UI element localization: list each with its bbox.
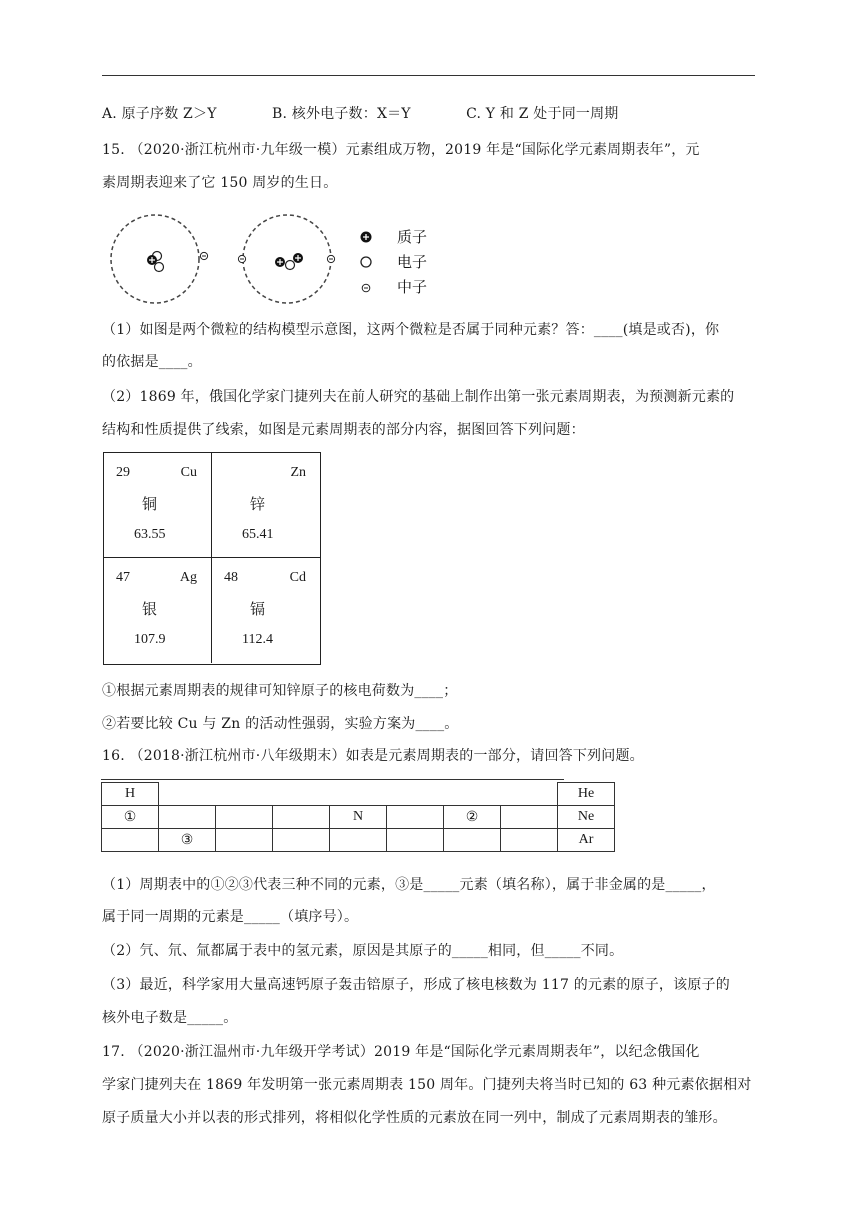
cell-ne: Ne: [558, 806, 615, 829]
cell-he: He: [558, 783, 615, 806]
neutron-particle: [155, 263, 164, 272]
q17-line1: 17. （2020·浙江温州市·九年级开学考试）2019 年是“国际化学元素周期表年”，以纪念俄国化: [102, 1044, 700, 1060]
q15-sub2-line1: （2）1869 年，俄国化学家门捷列夫在前人研究的基础上制作出第一张元素周期表，为预测新元素的: [102, 389, 735, 405]
q15-sub2-line2: 结构和性质提供了线索，如图是元素周期表的部分内容，据图回答下列问题：: [102, 422, 585, 438]
element-name: 银: [142, 600, 158, 618]
element-cell-cd: [212, 558, 320, 663]
element-symbol: Ag: [179, 570, 197, 585]
element-name: 镉: [250, 600, 266, 618]
element-name: 锌: [250, 495, 266, 513]
atomic-mass: 63.55: [134, 527, 166, 542]
header-rule: [102, 75, 755, 76]
q16-sub1-line2: 属于同一周期的元素是_____（填序号）。: [102, 909, 359, 925]
q15-question-a: ①根据元素周期表的规律可知锌原子的核电荷数为____；: [102, 683, 458, 699]
option-c: C. Y 和 Z 处于同一周期: [466, 106, 619, 122]
q16-sub1-line1: （1）周期表中的①②③代表三种不同的元素，③是_____元素（填名称），属于非金属的是_____，: [102, 877, 716, 893]
atomic-mass: 107.9: [134, 632, 166, 647]
legend: [361, 228, 428, 296]
atomic-number: 29: [116, 465, 130, 480]
element-symbol: Cd: [289, 570, 306, 585]
cell-marker-3: ③: [159, 829, 216, 852]
atom-model-1: [111, 215, 208, 303]
element-cell-zn: [212, 453, 320, 558]
table-row: [102, 806, 615, 829]
q17-line3: 原子质量大小并以表的形式排列，将相似化学性质的元素放在同一列中，制成了元素周期表的雏形。: [102, 1110, 727, 1126]
q16-sub3-line1: （3）最近，科学家用大量高速钙原子轰击锫原子，形成了核电核数为 117 的元素的原子，该原子的: [102, 977, 730, 993]
legend-proton-label: 质子: [397, 228, 428, 246]
atom-model-2: [238, 215, 334, 303]
q17-line2: 学家门捷列夫在 1869 年发明第一张元素周期表 150 周年。门捷列夫将当时已知的 63 种元素依据相对: [102, 1077, 752, 1093]
option-b: B. 核外电子数：X＝Y: [271, 106, 411, 122]
atomic-mass: 112.4: [242, 632, 273, 647]
electron-orbit: [243, 215, 331, 303]
q15-question-b: ②若要比较 Cu 与 Zn 的活动性强弱，实验方案为____。: [102, 716, 459, 732]
cell-n: N: [330, 806, 387, 829]
atomic-number: 48: [224, 570, 238, 585]
element-cell-cu: [104, 453, 212, 558]
element-name: 铜: [142, 495, 158, 513]
q15-stem-line2: 素周期表迎来了它 150 周岁的生日。: [102, 175, 338, 191]
q16-sub2: （2）氕、氘、氚都属于表中的氢元素，原因是其原子的_____相同，但_____不同。: [102, 943, 624, 959]
element-cell-ag: [104, 558, 212, 663]
cell-h: H: [102, 783, 159, 806]
periodic-table-excerpt: [103, 452, 321, 665]
atomic-mass: 65.41: [242, 527, 274, 542]
q15-sub1-line2: 的依据是____。: [102, 354, 202, 370]
q16-sub3-line2: 核外电子数是_____。: [102, 1010, 238, 1026]
legend-electron-label: 电子: [397, 253, 428, 271]
q16-periodic-table: [101, 782, 615, 852]
atom-model-figure: [105, 210, 445, 310]
cell-blank: [159, 783, 558, 806]
option-a: A. 原子序数 Z＞Y: [102, 106, 217, 122]
q16-stem: 16. （2018·浙江杭州市·八年级期末）如表是元素周期表的一部分，请回答下列问题。: [102, 748, 644, 764]
table-row: [102, 783, 615, 806]
options-row: [102, 104, 619, 124]
element-symbol: Zn: [290, 465, 306, 480]
cell-ar: Ar: [558, 829, 615, 852]
q15-sub1-line1: （1）如图是两个微粒的结构模型示意图，这两个微粒是否属于同种元素？答：____(填是或否)，你: [102, 322, 720, 338]
neutron-particle: [286, 261, 295, 270]
legend-neutron-label: 中子: [397, 278, 428, 296]
cell-marker-1: ①: [102, 806, 159, 829]
electron-legend-icon: [361, 257, 371, 267]
cell-marker-2: ②: [444, 806, 501, 829]
q16-table-top-rule: [101, 779, 564, 780]
q15-stem-line1: 15. （2020·浙江杭州市·九年级一模）元素组成万物，2019 年是“国际化学元素周期表年”，元: [102, 142, 700, 158]
table-row: [102, 829, 615, 852]
element-symbol: Cu: [180, 465, 197, 480]
atomic-number: 47: [116, 570, 130, 585]
